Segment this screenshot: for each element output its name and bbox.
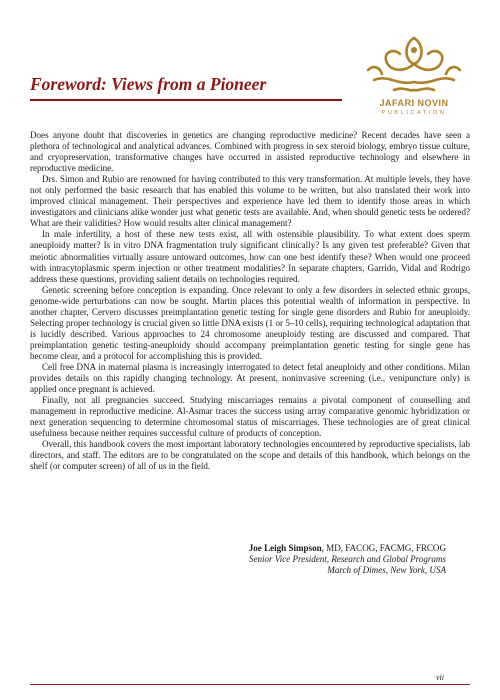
paragraph: Drs. Simon and Rubio are renowned for having contributed to this very transformation. At multiple levels, they have not only performed the basic research that has enabled this volume to be written, but also translated their work into improved clinical management. Their perspectives and experience have led them to identify those areas in which investigators and clinicians alike wonder just what genetic tests are available. And, when should genetic tests be ordered? What are their validities? How would results alter clinical management?	[30, 174, 470, 229]
paragraph: In male infertility, a host of these new tests exist, all with ostensible plausibility. To what extent does sperm aneuploidy matter? Is in vitro DNA fragmentation truly significant clinically? Is any given test preferable? Given that meiotic abnormalities virtually assure untoward outcomes, how can one best identify these? When would one proceed with intracytoplasmic sperm injection or other treatment modalities? In separate chapters, Garrido, Vidal and Rodrigo address these questions, providing salient details on technologies required.	[30, 229, 470, 284]
author-credentials: , MD, FACOG, FACMG, FRCOG	[321, 543, 446, 553]
page-title: Foreword: Views from a Pioneer	[30, 74, 267, 94]
publisher-logo	[358, 30, 470, 130]
title-rule	[30, 99, 342, 101]
publisher-subtitle: PUBLICATION	[381, 110, 447, 116]
signature-block	[249, 543, 446, 576]
publisher-name: JAFARI NOVIN	[379, 98, 449, 108]
ornament-icon	[364, 30, 464, 96]
signature-name-line	[249, 543, 446, 554]
author-position: Senior Vice President, Research and Global Programs	[248, 554, 446, 565]
footer-rule	[30, 684, 470, 685]
page-number: vii	[436, 673, 444, 682]
paragraph: Genetic screening before conception is expanding. Once relevant to only a few disorders in selected ethnic groups, genome-wide perturbations can now be sought. Martin places this potential wealth of information in perspective. In another chapter, Cervero discusses preimplantation genetic testing for single gene disorders and Rubio for aneuploidy. Selecting proper technology is crucial given so little DNA exists (1 or 5–10 cells), requiring technological adaptation that is lucidly described. Various approaches to 24 chromosome aneuploidy testing are discussed and compared. That preimplantation genetic testing-aneuploidy should accompany preimplantation genetic testing for single gene has become clear, and a protocol for accomplishing this is provided.	[30, 284, 470, 361]
paragraph: Cell free DNA in maternal plasma is increasingly interrogated to detect fetal aneuploidy and other conditions. Milan provides details on this rapidly changing technology. At present, noninvasive screening (i.e., venipuncture only) is applied once pregnant is achieved.	[30, 361, 470, 395]
paragraph: Finally, not all pregnancies succeed. Studying miscarriages remains a pivotal component of counselling and management in reproductive medicine. Al-Asmar traces the success using array comparative genomic hybridization or next generation sequencing to determine chromosomal status of miscarriages. These technologies are of great clinical usefulness because neither requires successful culture of products of conception.	[30, 395, 470, 439]
foreword-body	[30, 130, 470, 472]
paragraph: Does anyone doubt that discoveries in genetics are changing reproductive medicine? Recent decades have seen a plethora of technological and analytical advances. Combined with progress in sex steroid biology, embryo tissue culture, and cryopreservation, transformative changes have occurred in assisted reproductive technology and elsewhere in reproductive medicine.	[30, 130, 470, 174]
author-organization: March of Dimes, New York, USA	[327, 565, 446, 576]
paragraph: Overall, this handbook covers the most important laboratory technologies encountered by reproductive specialists, lab directors, and staff. The editors are to be congratulated on the scope and details of this handbook, which belongs on the shelf (or computer screen) of all of us in the field.	[30, 439, 470, 472]
author-name: Joe Leigh Simpson	[248, 543, 322, 553]
